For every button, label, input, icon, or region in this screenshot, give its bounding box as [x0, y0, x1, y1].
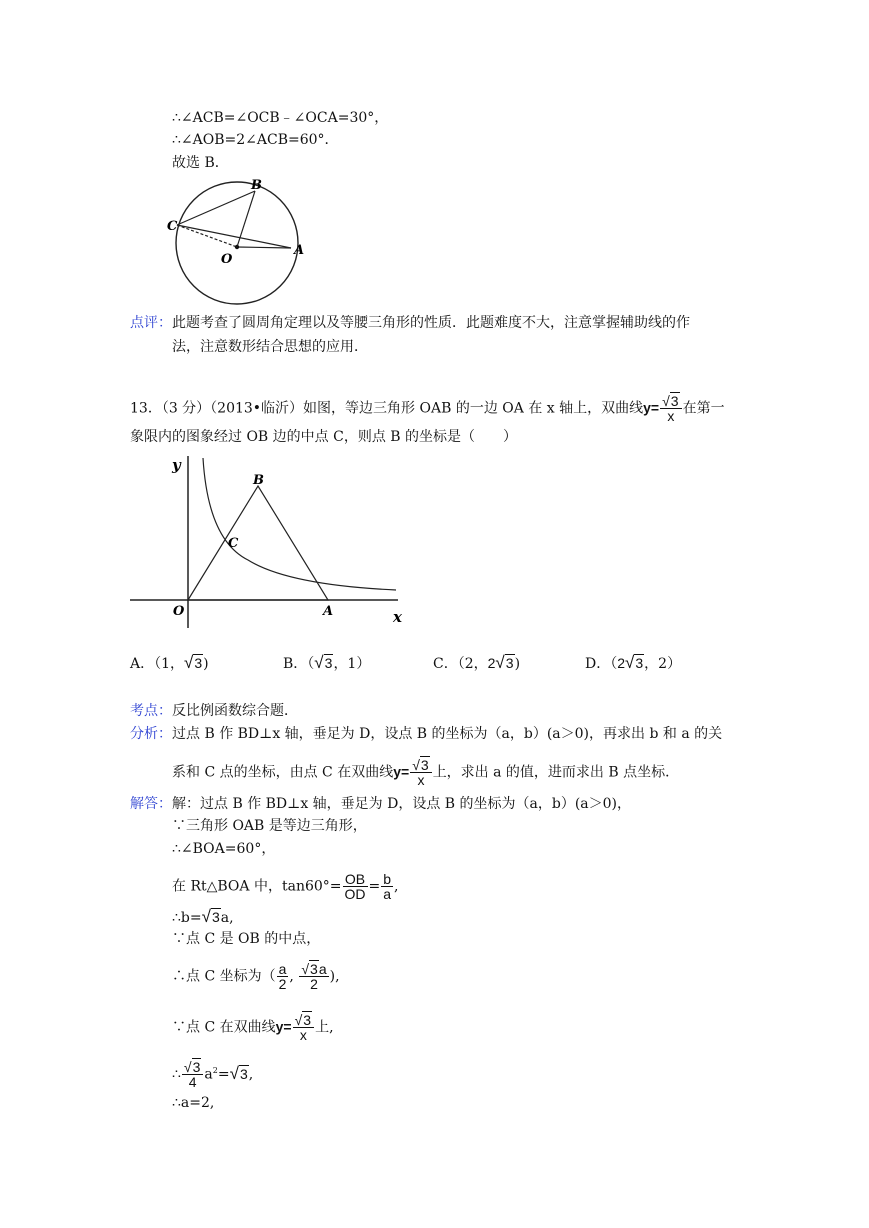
jieda-line6: ∵点 C 是 OB 的中点，: [172, 931, 321, 947]
comment-text: 此题考查了圆周角定理以及等腰三角形的性质．此题难度不大，注意掌握辅助线的作: [172, 315, 690, 331]
dashed-oc: [177, 225, 237, 247]
kaodian-line: [130, 702, 298, 720]
fenxi-line1: 分析：过点 B 作 BD⊥x 轴，垂足为 D，设点 B 的坐标为（a，b）(a＞0)，再求出 b 和 a 的关: [130, 726, 723, 742]
label-c: C: [167, 219, 178, 234]
center-point: [235, 245, 239, 249]
option-d[interactable]: D．（2√3，2）: [585, 653, 682, 672]
circle: [176, 182, 298, 304]
y-eq: y=: [643, 399, 660, 416]
question-13-line2: 象限内的图象经过 OB 边的中点 C，则点 B 的坐标是（ ）: [130, 429, 518, 445]
chord-cb: [177, 191, 255, 225]
jieda-line2: ∵三角形 OAB 是等边三角形，: [172, 818, 367, 834]
question-prefix: 13．（3 分）（2013•临沂）如图，等边三角形 OAB 的一边 OA 在 x 轴上，双曲线: [130, 400, 644, 417]
option-b[interactable]: B．（√3，1）: [283, 653, 371, 672]
circle-figure: [165, 175, 325, 310]
jieda-line5: ∴b=√3a,: [172, 907, 234, 926]
fenxi-label: 分析：: [130, 726, 172, 742]
label-b: B: [251, 178, 262, 193]
jieda-line7: ∴点 C 坐标为（ $\frac{a}{2}$ , $\frac{√3a}{2}$ ),: [172, 961, 340, 992]
label-c: C: [228, 536, 239, 551]
label-a: A: [294, 243, 305, 258]
comment-line1: [130, 314, 690, 332]
question-13-line1: [130, 394, 725, 423]
label-b: B: [253, 473, 264, 488]
hyperbola-curve: [203, 458, 396, 590]
fenxi-line2: 系和 C 点的坐标，由点 C 在双曲线y= $\frac{√3}{x}$ 上，求出 a 的值，进而求出 B 点坐标．: [172, 757, 680, 788]
comment-label: 点评：: [130, 315, 172, 331]
label-y: y: [172, 456, 181, 474]
jieda-line1: 解答：解：过点 B 作 BD⊥x 轴，垂足为 D，设点 B 的坐标为（a，b）(a＞0)，: [130, 796, 632, 812]
solution-line-choice: 故选 B．: [172, 155, 229, 171]
jieda-line9: ∴ $\frac{√3}{4}$ $a^2=√3$,: [172, 1059, 254, 1090]
jieda-label: 解答：: [130, 796, 172, 812]
label-a: A: [323, 604, 334, 619]
jieda-line10: ∴a=2,: [172, 1095, 215, 1111]
comment-line2: 法，注意数形结合思想的应用．: [172, 339, 368, 355]
label-o: O: [173, 604, 185, 619]
question-suffix: 在第一: [682, 400, 725, 417]
solution-line-aob: ∴∠AOB=2∠ACB=60°．: [172, 132, 339, 148]
hyperbola-graph: [128, 450, 418, 630]
jieda-line4: 在 Rt△BOA 中，tan60°= $\frac{OB}{OD}$ = $\frac{b}{a}$ ,: [172, 871, 399, 902]
kaodian-label: 考点：: [130, 703, 172, 719]
label-o: O: [221, 252, 233, 267]
label-x: x: [393, 608, 402, 626]
chord-ca: [177, 225, 291, 248]
option-a[interactable]: A．（1，√3): [130, 653, 209, 672]
radius-oa: [237, 247, 291, 248]
kaodian-text: 反比例函数综合题．: [172, 703, 298, 719]
jieda-line3: ∴∠BOA=60°，: [172, 841, 276, 857]
option-c[interactable]: C．（2，2√3): [433, 653, 521, 672]
fraction-sqrt3-over-x: $\frac{√3}{x}$: [660, 394, 681, 423]
jieda-line8: ∵点 C 在双曲线y= $\frac{√3}{x}$ 上,: [172, 1012, 334, 1043]
solution-line-acb: ∴∠ACB=∠OCB﹣∠OCA=30°，: [172, 110, 389, 126]
